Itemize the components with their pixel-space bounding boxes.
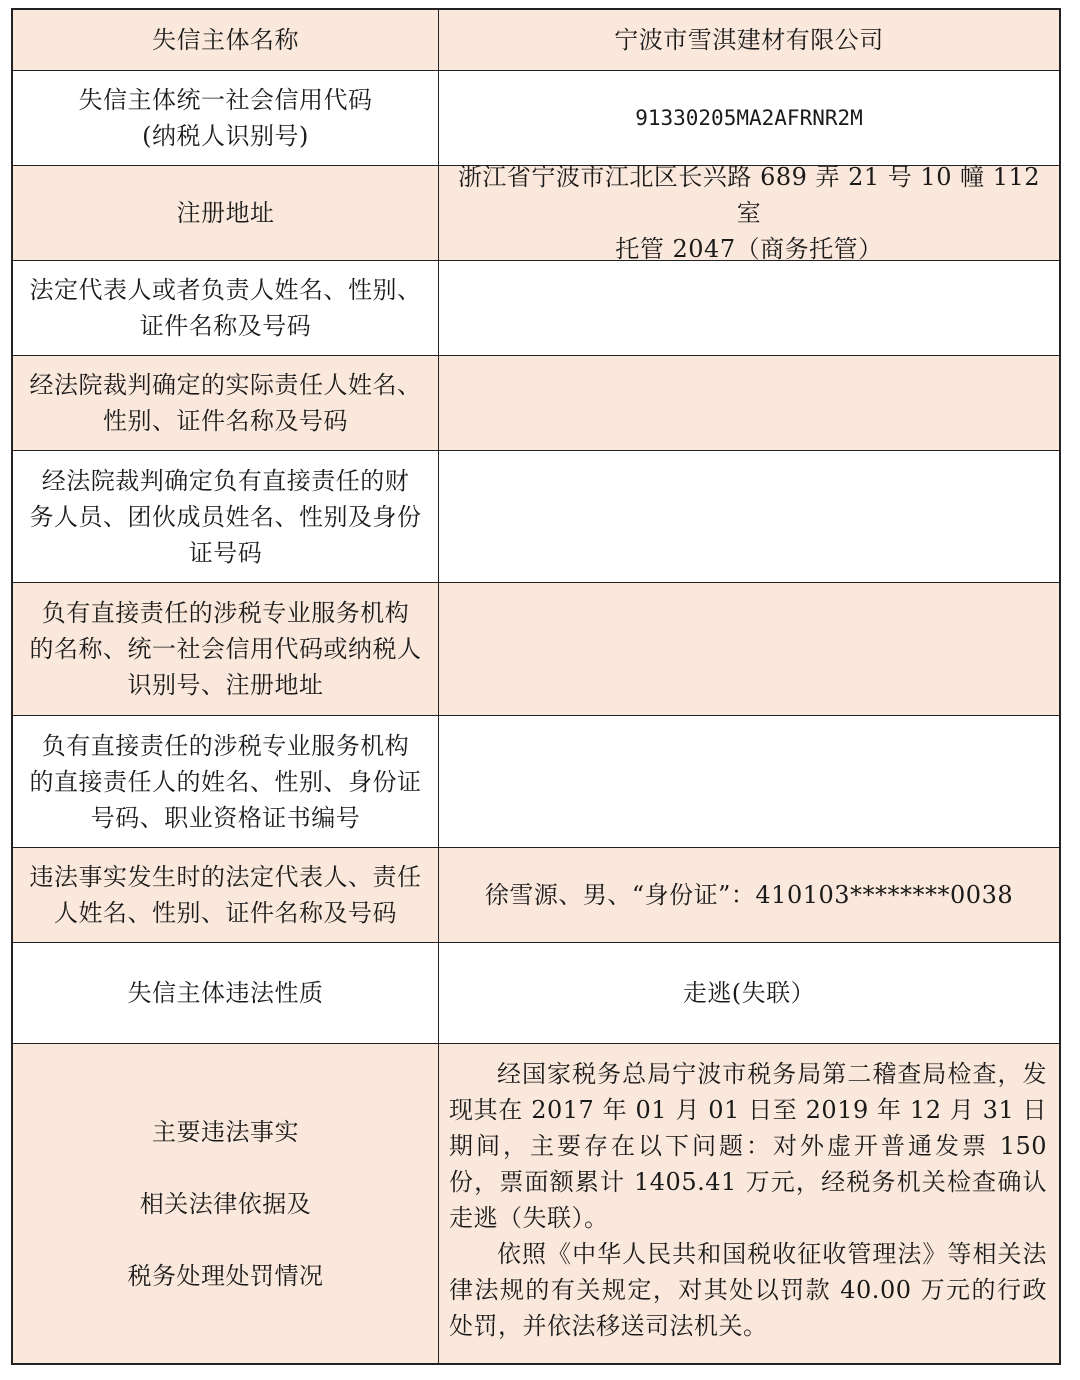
label-line: 法定代表人或者负责人姓名、性别、 — [29, 276, 422, 304]
label-line: 负有直接责任的涉税专业服务机构 — [41, 731, 410, 760]
table-row-agency — [13, 582, 1059, 715]
value-line: 徐雪源、男、“身份证”：410103********0038 — [484, 881, 1014, 909]
label-line: 识别号、注册地址 — [127, 671, 324, 699]
label-line: 失信主体名称 — [152, 26, 299, 54]
label-agency — [13, 583, 439, 715]
value-line: 浙江省宁波市江北区长兴路 689 弄 21 号 10 幢 112 室 — [457, 163, 1041, 227]
label-line: 的直接责任人的姓名、性别、身份证 — [29, 767, 422, 796]
table-row-credit-code — [13, 70, 1059, 165]
value-legal-rep — [439, 261, 1059, 355]
label-line: 税务处理处罚情况 — [127, 1261, 324, 1290]
label-line: 性别、证件名称及号码 — [103, 407, 348, 435]
value-agency-person — [439, 716, 1059, 847]
label-line: (纳税人识别号) — [142, 122, 309, 150]
label-legal-rep — [13, 261, 439, 355]
table-row-actual-responsible — [13, 355, 1059, 450]
label-line: 注册地址 — [176, 199, 275, 227]
label-main-facts — [13, 1044, 439, 1363]
facts-paragraph: 经国家税务总局宁波市税务局第二稽查局检查，发现其在 2017 年 01 月 01 日至 2019 年 12 月 31 日期间，主要存在以下问题：对外虚开普通发票 150 份，票面额累计 1405.41 万元，经税务机关检查确认走逃（失联）。 — [449, 1060, 1047, 1232]
label-violation-nature — [13, 943, 439, 1043]
label-line: 的名称、统一社会信用代码或纳税人 — [29, 635, 422, 663]
label-line: 号码、职业资格证书编号 — [90, 803, 361, 832]
value-violation-nature — [439, 943, 1059, 1043]
label-line: 证号码 — [188, 538, 263, 567]
label-line: 人姓名、性别、证件名称及号码 — [54, 899, 397, 927]
table-row-agency-person — [13, 715, 1059, 847]
value-credit-code — [439, 71, 1059, 165]
label-line: 证件名称及号码 — [139, 312, 312, 340]
value-violation-rep — [439, 848, 1059, 942]
facts-paragraph: 依照《中华人民共和国税收征收管理法》等相关法律法规的有关规定，对其处以罚款 40.00 万元的行政处罚，并依法移送司法机关。 — [449, 1240, 1047, 1340]
label-agency-person — [13, 716, 439, 847]
value-finance-staff — [439, 451, 1059, 582]
label-line: 违法事实发生时的法定代表人、责任 — [29, 863, 422, 891]
label-address — [13, 166, 439, 260]
label-line: 失信主体违法性质 — [127, 979, 324, 1007]
label-line: 经法院裁判确定负有直接责任的财 — [41, 466, 410, 495]
table-row-violation-rep — [13, 847, 1059, 942]
table-row-legal-rep — [13, 260, 1059, 355]
value-agency — [439, 583, 1059, 715]
value-line: 91330205MA2AFRNR2M — [635, 106, 863, 130]
label-finance-staff — [13, 451, 439, 582]
disclosure-table — [11, 8, 1061, 1365]
label-violation-rep — [13, 848, 439, 942]
table-row-address — [13, 163, 1059, 263]
label-line: 经法院裁判确定的实际责任人姓名、 — [29, 371, 422, 399]
table-row-entity-name — [13, 10, 1059, 70]
value-line: 托管 2047（商务托管） — [615, 235, 883, 263]
label-credit-code — [13, 71, 439, 165]
value-main-facts — [439, 1044, 1059, 1363]
table-row-finance-staff — [13, 450, 1059, 582]
value-line: 宁波市雪淇建材有限公司 — [614, 26, 884, 54]
label-actual-responsible — [13, 356, 439, 450]
table-row-main-facts — [13, 1043, 1059, 1363]
label-line: 主要违法事实 — [152, 1117, 299, 1146]
value-address — [439, 163, 1059, 263]
value-entity-name — [439, 10, 1059, 70]
table-row-violation-nature — [13, 942, 1059, 1043]
value-line: 走逃(失联） — [682, 979, 816, 1007]
label-line: 相关法律依据及 — [139, 1189, 312, 1218]
label-line: 负有直接责任的涉税专业服务机构 — [41, 599, 410, 627]
label-line: 务人员、团伙成员姓名、性别及身份 — [29, 502, 422, 531]
label-line: 失信主体统一社会信用代码 — [78, 86, 373, 114]
value-actual-responsible — [439, 356, 1059, 450]
label-entity-name — [13, 10, 439, 70]
